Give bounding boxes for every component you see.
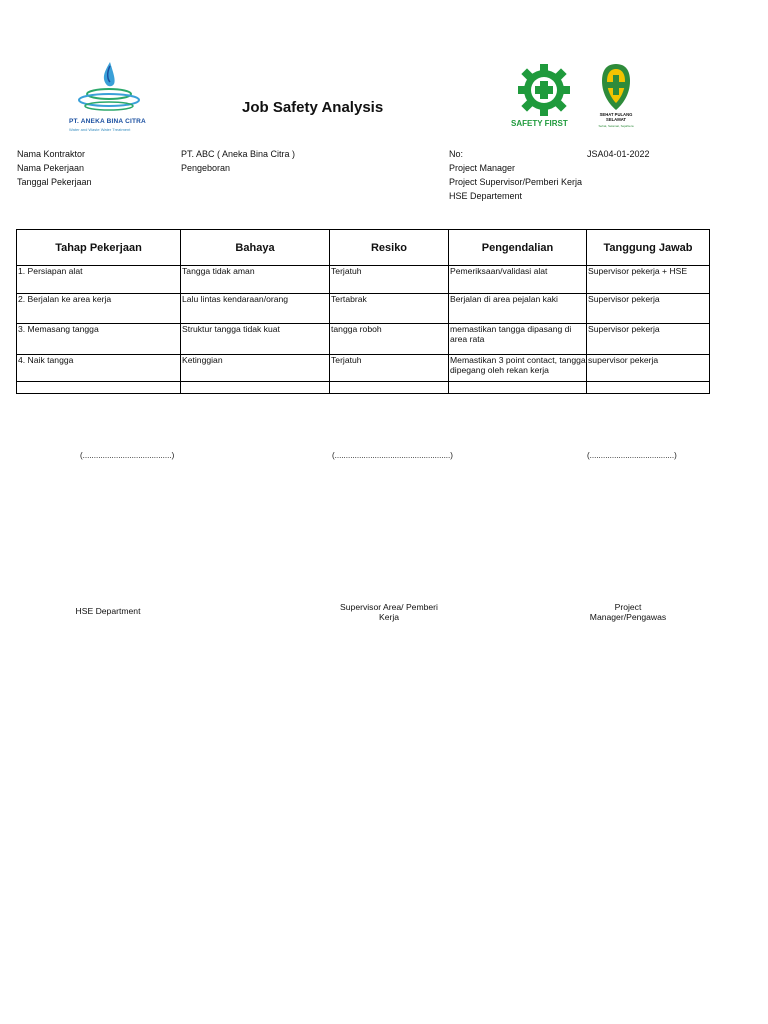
- k3-logo: [598, 63, 634, 133]
- k3-logo-subtext: Sehat, Selamat, Sejahtera: [598, 124, 634, 128]
- cell-empty: [587, 382, 710, 394]
- cell-pengendalian: Memastikan 3 point contact, tangga dipegang oleh rekan kerja: [449, 355, 587, 382]
- cell-tahap: 1. Persiapan alat: [17, 266, 181, 294]
- table-row: [17, 294, 710, 324]
- table-row: [17, 266, 710, 294]
- signature-role-hse: HSE Department: [75, 606, 141, 616]
- cell-pengendalian: memastikan tangga dipasang di area rata: [449, 324, 587, 355]
- label-hse-departement: HSE Departement: [449, 191, 523, 201]
- cell-bahaya: Tangga tidak aman: [181, 266, 330, 294]
- label-project-manager: Project Manager: [449, 163, 516, 173]
- cell-tanggung-jawab: Supervisor pekerja: [587, 324, 710, 355]
- cell-tanggung-jawab: Supervisor pekerja + HSE: [587, 266, 710, 294]
- cell-empty: [181, 382, 330, 394]
- signature-role-supervisor: Supervisor Area/ Pemberi Kerja: [340, 602, 438, 622]
- k3-logo-text: SEHAT PULANG SELAMAT: [599, 112, 633, 122]
- signature-line-project-manager: (......................................): [587, 451, 677, 460]
- water-drop-logo-icon: [66, 60, 152, 116]
- cell-resiko: Terjatuh: [330, 266, 449, 294]
- header-tahap-pekerjaan: Tahap Pekerjaan: [17, 230, 181, 266]
- cell-tanggung-jawab: supervisor pekerja: [587, 355, 710, 382]
- cell-empty: [17, 382, 181, 394]
- cell-bahaya: Ketinggian: [181, 355, 330, 382]
- label-nama-pekerjaan: Nama Pekerjaan: [17, 163, 85, 173]
- cell-pengendalian: Berjalan di area pejalan kaki: [449, 294, 587, 324]
- cell-empty: [449, 382, 587, 394]
- cell-pengendalian: Pemeriksaan/validasi alat: [449, 266, 587, 294]
- label-nama-kontraktor: Nama Kontraktor: [17, 149, 86, 159]
- header-pengendalian: Pengendalian: [449, 230, 587, 266]
- signature-line-hse: (........................................): [80, 451, 175, 460]
- document-number: JSA04-01-2022: [587, 149, 650, 159]
- table-row: [17, 355, 710, 382]
- jsa-table: [16, 229, 710, 394]
- header-bahaya: Bahaya: [181, 230, 330, 266]
- safety-first-text: SAFETY FIRST: [511, 119, 568, 128]
- signature-line-supervisor: (....................................................): [332, 451, 453, 460]
- cell-bahaya: Struktur tangga tidak kuat: [181, 324, 330, 355]
- value-nama-pekerjaan: Pengeboran: [181, 163, 231, 173]
- gear-cross-icon: [511, 62, 577, 118]
- label-no: No:: [449, 149, 464, 159]
- cell-empty: [330, 382, 449, 394]
- page-title: Job Safety Analysis: [242, 99, 384, 116]
- cell-resiko: Tertabrak: [330, 294, 449, 324]
- cell-tahap: 2. Berjalan ke area kerja: [17, 294, 181, 324]
- table-row-empty: [17, 382, 710, 394]
- header-tanggung-jawab: Tanggung Jawab: [587, 230, 710, 266]
- header-resiko: Resiko: [330, 230, 449, 266]
- cell-resiko: tangga roboh: [330, 324, 449, 355]
- label-tanggal-pekerjaan: Tanggal Pekerjaan: [17, 177, 92, 187]
- cell-tahap: 4. Naik tangga: [17, 355, 181, 382]
- signature-role-project-manager: Project Manager/Pengawas: [589, 602, 667, 622]
- label-project-supervisor: Project Supervisor/Pemberi Kerja: [449, 177, 583, 187]
- cell-resiko: Terjatuh: [330, 355, 449, 382]
- cell-tanggung-jawab: Supervisor pekerja: [587, 294, 710, 324]
- safety-first-logo: [510, 62, 578, 132]
- company-tagline: Water and Waste Water Treatment: [69, 127, 131, 132]
- company-logo: [66, 60, 152, 136]
- cell-bahaya: Lalu lintas kendaraan/orang: [181, 294, 330, 324]
- table-header-row: [17, 230, 710, 266]
- cell-tahap: 3. Memasang tangga: [17, 324, 181, 355]
- company-name: PT. ANEKA BINA CITRA: [69, 118, 146, 125]
- table-row: [17, 324, 710, 355]
- value-nama-kontraktor: PT. ABC ( Aneka Bina Citra ): [181, 149, 296, 159]
- k3-shield-icon: [598, 63, 634, 111]
